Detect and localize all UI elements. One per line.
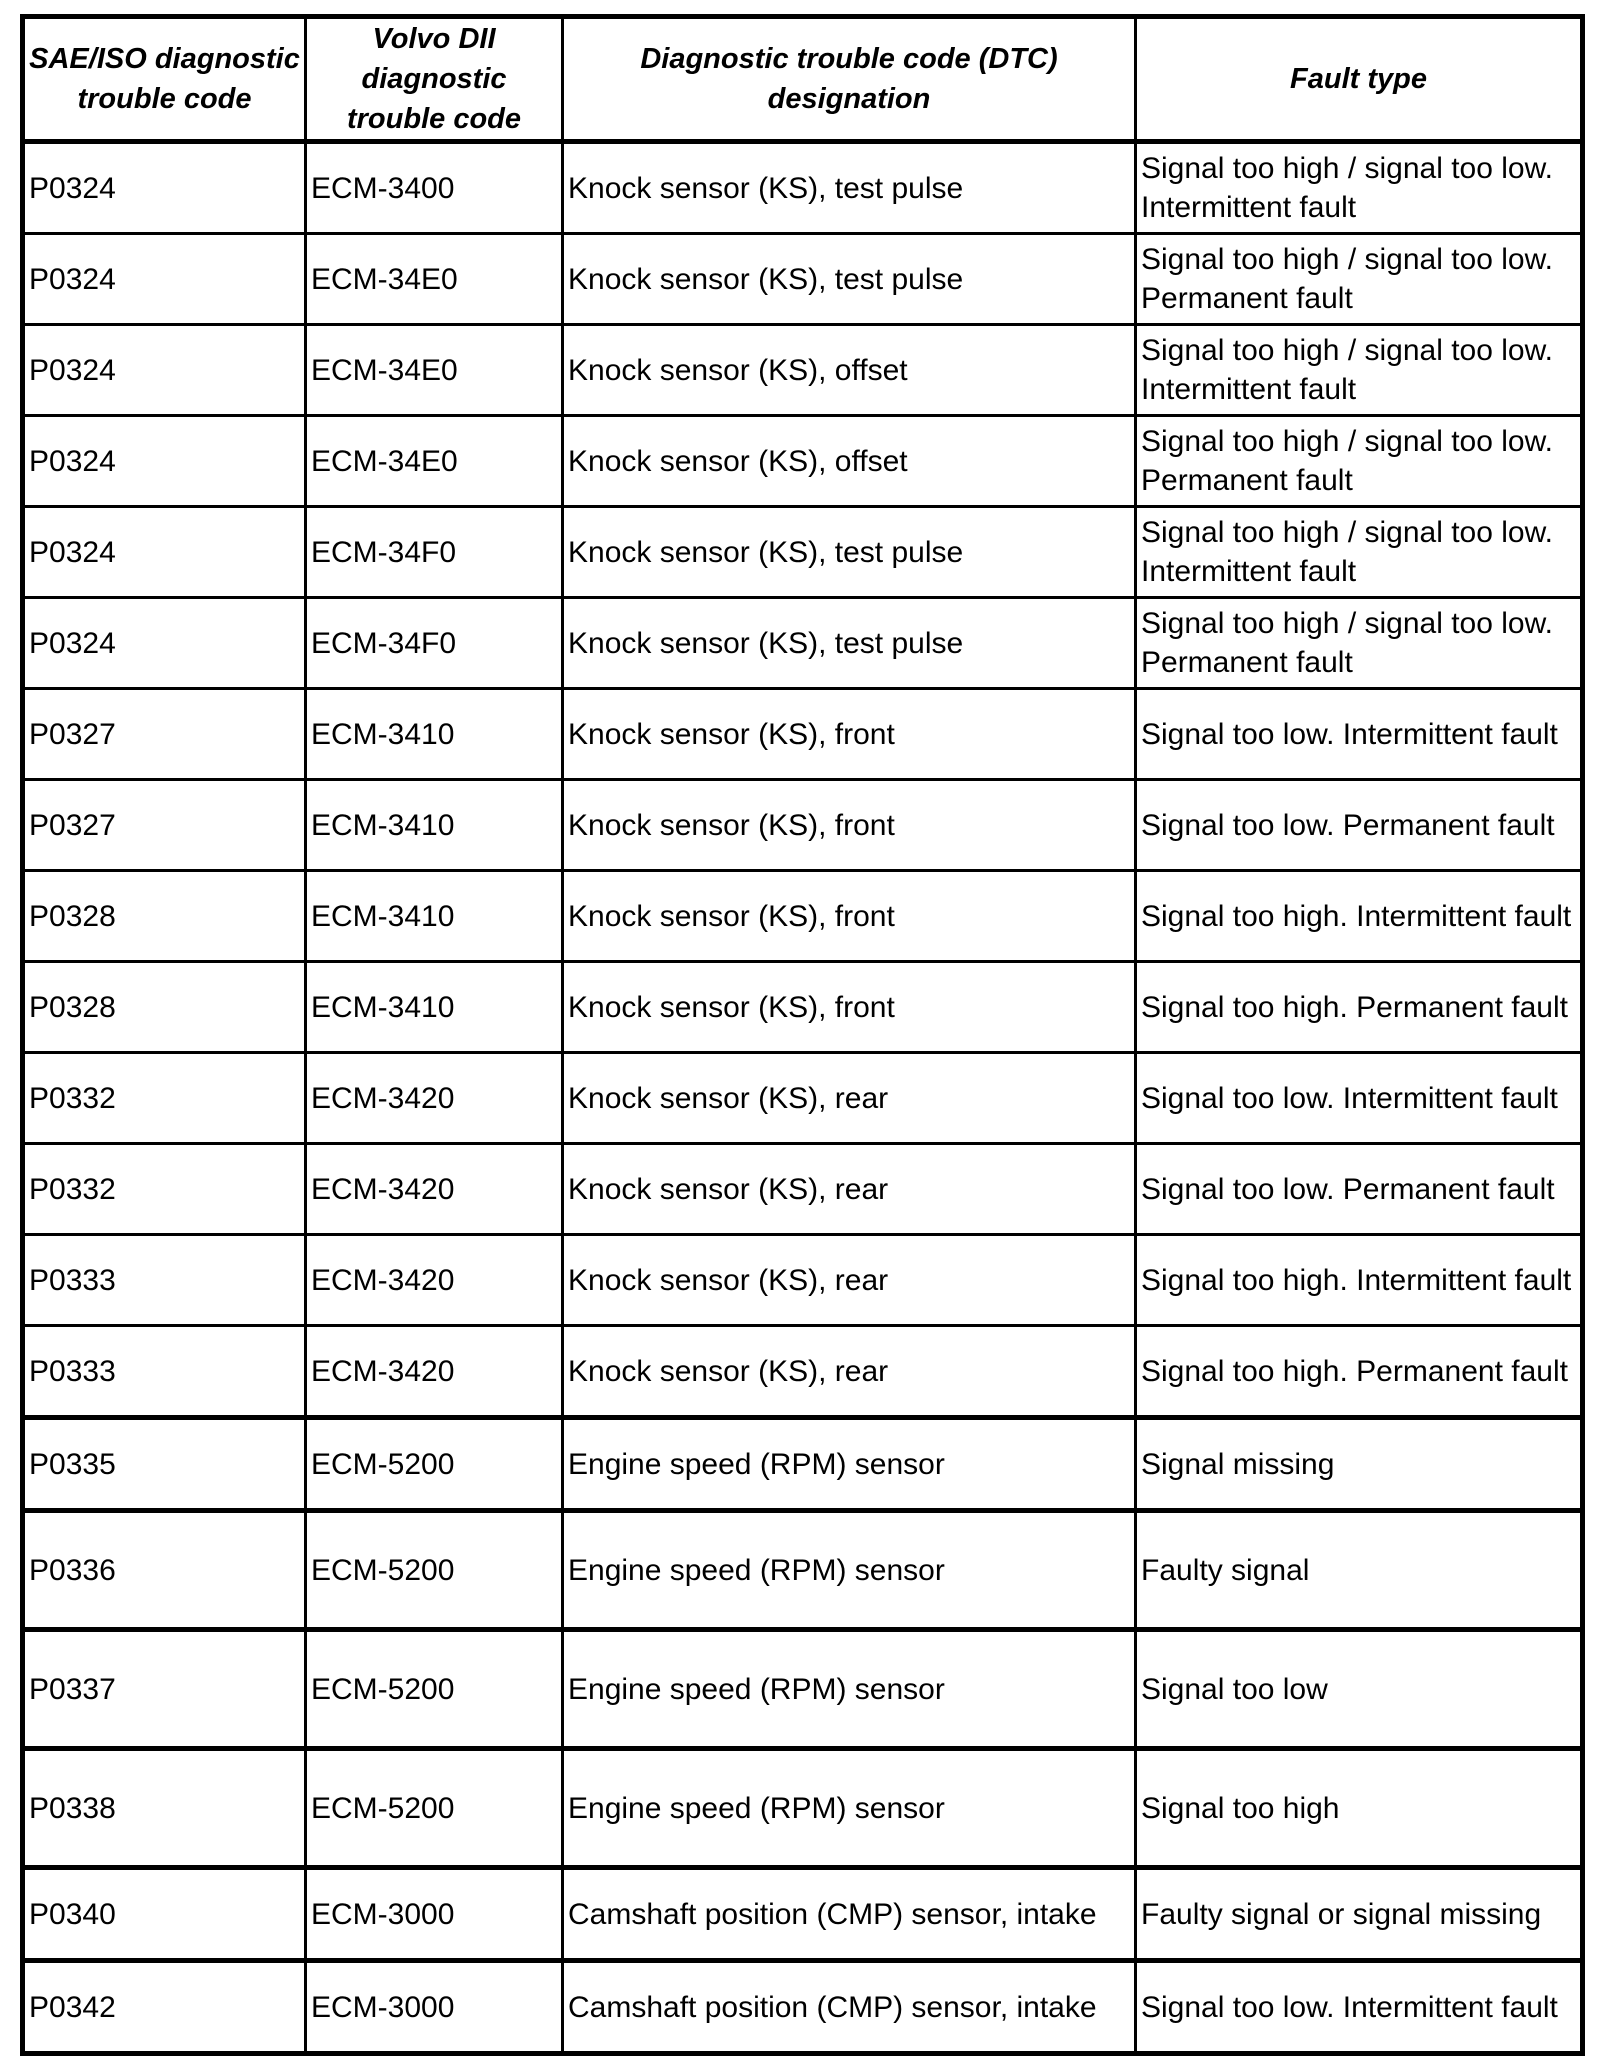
cell-fault-type: Signal too high / signal too low. Intermittent fault	[1136, 325, 1583, 416]
cell-sae-iso-code: P0324	[23, 325, 306, 416]
table-row	[23, 1868, 1583, 1961]
cell-volvo-dii-code: ECM-3410	[306, 871, 563, 962]
table-row	[23, 142, 1583, 234]
cell-dtc-designation: Camshaft position (CMP) sensor, intake	[563, 1868, 1136, 1961]
cell-fault-type: Signal too high / signal too low. Intermittent fault	[1136, 142, 1583, 234]
cell-fault-type: Faulty signal or signal missing	[1136, 1868, 1583, 1961]
cell-sae-iso-code: P0340	[23, 1868, 306, 1961]
cell-volvo-dii-code: ECM-3410	[306, 962, 563, 1053]
table-row	[23, 1418, 1583, 1511]
cell-fault-type: Signal too high / signal too low. Permanent fault	[1136, 416, 1583, 507]
cell-volvo-dii-code: ECM-3000	[306, 1961, 563, 2054]
cell-sae-iso-code: P0324	[23, 598, 306, 689]
cell-sae-iso-code: P0327	[23, 689, 306, 780]
cell-dtc-designation: Knock sensor (KS), rear	[563, 1235, 1136, 1326]
table-row	[23, 1749, 1583, 1868]
cell-fault-type: Signal too high. Intermittent fault	[1136, 1235, 1583, 1326]
cell-volvo-dii-code: ECM-34E0	[306, 234, 563, 325]
header-fault-type: Fault type	[1136, 17, 1583, 142]
cell-sae-iso-code: P0336	[23, 1511, 306, 1630]
cell-dtc-designation: Knock sensor (KS), front	[563, 689, 1136, 780]
cell-sae-iso-code: P0335	[23, 1418, 306, 1511]
table-row	[23, 325, 1583, 416]
cell-volvo-dii-code: ECM-3420	[306, 1053, 563, 1144]
table-row	[23, 507, 1583, 598]
cell-volvo-dii-code: ECM-34F0	[306, 507, 563, 598]
cell-sae-iso-code: P0328	[23, 871, 306, 962]
cell-fault-type: Signal too low. Intermittent fault	[1136, 689, 1583, 780]
cell-fault-type: Faulty signal	[1136, 1511, 1583, 1630]
table-row	[23, 1144, 1583, 1235]
cell-dtc-designation: Engine speed (RPM) sensor	[563, 1418, 1136, 1511]
table-row	[23, 1235, 1583, 1326]
header-volvo-dii-code: Volvo DII diagnostic trouble code	[306, 17, 563, 142]
cell-sae-iso-code: P0324	[23, 234, 306, 325]
cell-fault-type: Signal too high. Permanent fault	[1136, 962, 1583, 1053]
table-header-row	[23, 17, 1583, 142]
cell-volvo-dii-code: ECM-5200	[306, 1511, 563, 1630]
cell-dtc-designation: Knock sensor (KS), test pulse	[563, 234, 1136, 325]
cell-dtc-designation: Knock sensor (KS), offset	[563, 416, 1136, 507]
header-dtc-designation: Diagnostic trouble code (DTC) designation	[563, 17, 1136, 142]
cell-volvo-dii-code: ECM-3410	[306, 689, 563, 780]
cell-fault-type: Signal too high / signal too low. Intermittent fault	[1136, 507, 1583, 598]
header-sae-iso-code: SAE/ISO diagnostic trouble code	[23, 17, 306, 142]
cell-dtc-designation: Camshaft position (CMP) sensor, intake	[563, 1961, 1136, 2054]
cell-volvo-dii-code: ECM-3000	[306, 1868, 563, 1961]
dtc-table	[20, 14, 1585, 2056]
cell-volvo-dii-code: ECM-34E0	[306, 416, 563, 507]
cell-sae-iso-code: P0333	[23, 1235, 306, 1326]
cell-dtc-designation: Knock sensor (KS), front	[563, 871, 1136, 962]
cell-volvo-dii-code: ECM-5200	[306, 1749, 563, 1868]
cell-dtc-designation: Knock sensor (KS), test pulse	[563, 598, 1136, 689]
cell-volvo-dii-code: ECM-34E0	[306, 325, 563, 416]
table-row	[23, 416, 1583, 507]
table-row	[23, 1326, 1583, 1418]
cell-sae-iso-code: P0337	[23, 1630, 306, 1749]
cell-sae-iso-code: P0332	[23, 1053, 306, 1144]
table-row	[23, 234, 1583, 325]
cell-sae-iso-code: P0324	[23, 416, 306, 507]
cell-fault-type: Signal too low. Intermittent fault	[1136, 1053, 1583, 1144]
table-row	[23, 1630, 1583, 1749]
cell-volvo-dii-code: ECM-5200	[306, 1418, 563, 1511]
cell-sae-iso-code: P0328	[23, 962, 306, 1053]
cell-fault-type: Signal too high	[1136, 1749, 1583, 1868]
table-body	[23, 142, 1583, 2054]
cell-sae-iso-code: P0333	[23, 1326, 306, 1418]
table-row	[23, 598, 1583, 689]
cell-volvo-dii-code: ECM-3420	[306, 1326, 563, 1418]
table-row	[23, 1511, 1583, 1630]
table-row	[23, 962, 1583, 1053]
cell-fault-type: Signal missing	[1136, 1418, 1583, 1511]
cell-dtc-designation: Knock sensor (KS), rear	[563, 1326, 1136, 1418]
cell-volvo-dii-code: ECM-3410	[306, 780, 563, 871]
cell-dtc-designation: Knock sensor (KS), front	[563, 962, 1136, 1053]
cell-fault-type: Signal too high / signal too low. Permanent fault	[1136, 234, 1583, 325]
cell-volvo-dii-code: ECM-3400	[306, 142, 563, 234]
cell-dtc-designation: Engine speed (RPM) sensor	[563, 1749, 1136, 1868]
table-row	[23, 689, 1583, 780]
cell-fault-type: Signal too low. Intermittent fault	[1136, 1961, 1583, 2054]
cell-dtc-designation: Knock sensor (KS), test pulse	[563, 507, 1136, 598]
cell-fault-type: Signal too low. Permanent fault	[1136, 1144, 1583, 1235]
cell-dtc-designation: Knock sensor (KS), front	[563, 780, 1136, 871]
cell-dtc-designation: Engine speed (RPM) sensor	[563, 1630, 1136, 1749]
table-row	[23, 1053, 1583, 1144]
cell-dtc-designation: Knock sensor (KS), test pulse	[563, 142, 1136, 234]
cell-dtc-designation: Engine speed (RPM) sensor	[563, 1511, 1136, 1630]
cell-sae-iso-code: P0324	[23, 142, 306, 234]
cell-fault-type: Signal too high. Permanent fault	[1136, 1326, 1583, 1418]
cell-dtc-designation: Knock sensor (KS), rear	[563, 1144, 1136, 1235]
cell-volvo-dii-code: ECM-3420	[306, 1144, 563, 1235]
cell-dtc-designation: Knock sensor (KS), rear	[563, 1053, 1136, 1144]
cell-sae-iso-code: P0332	[23, 1144, 306, 1235]
table-row	[23, 1961, 1583, 2054]
cell-volvo-dii-code: ECM-34F0	[306, 598, 563, 689]
cell-volvo-dii-code: ECM-5200	[306, 1630, 563, 1749]
cell-sae-iso-code: P0338	[23, 1749, 306, 1868]
cell-sae-iso-code: P0324	[23, 507, 306, 598]
table-row	[23, 871, 1583, 962]
cell-dtc-designation: Knock sensor (KS), offset	[563, 325, 1136, 416]
cell-fault-type: Signal too high / signal too low. Permanent fault	[1136, 598, 1583, 689]
cell-sae-iso-code: P0327	[23, 780, 306, 871]
cell-fault-type: Signal too low. Permanent fault	[1136, 780, 1583, 871]
table-row	[23, 780, 1583, 871]
cell-sae-iso-code: P0342	[23, 1961, 306, 2054]
cell-volvo-dii-code: ECM-3420	[306, 1235, 563, 1326]
cell-fault-type: Signal too low	[1136, 1630, 1583, 1749]
cell-fault-type: Signal too high. Intermittent fault	[1136, 871, 1583, 962]
